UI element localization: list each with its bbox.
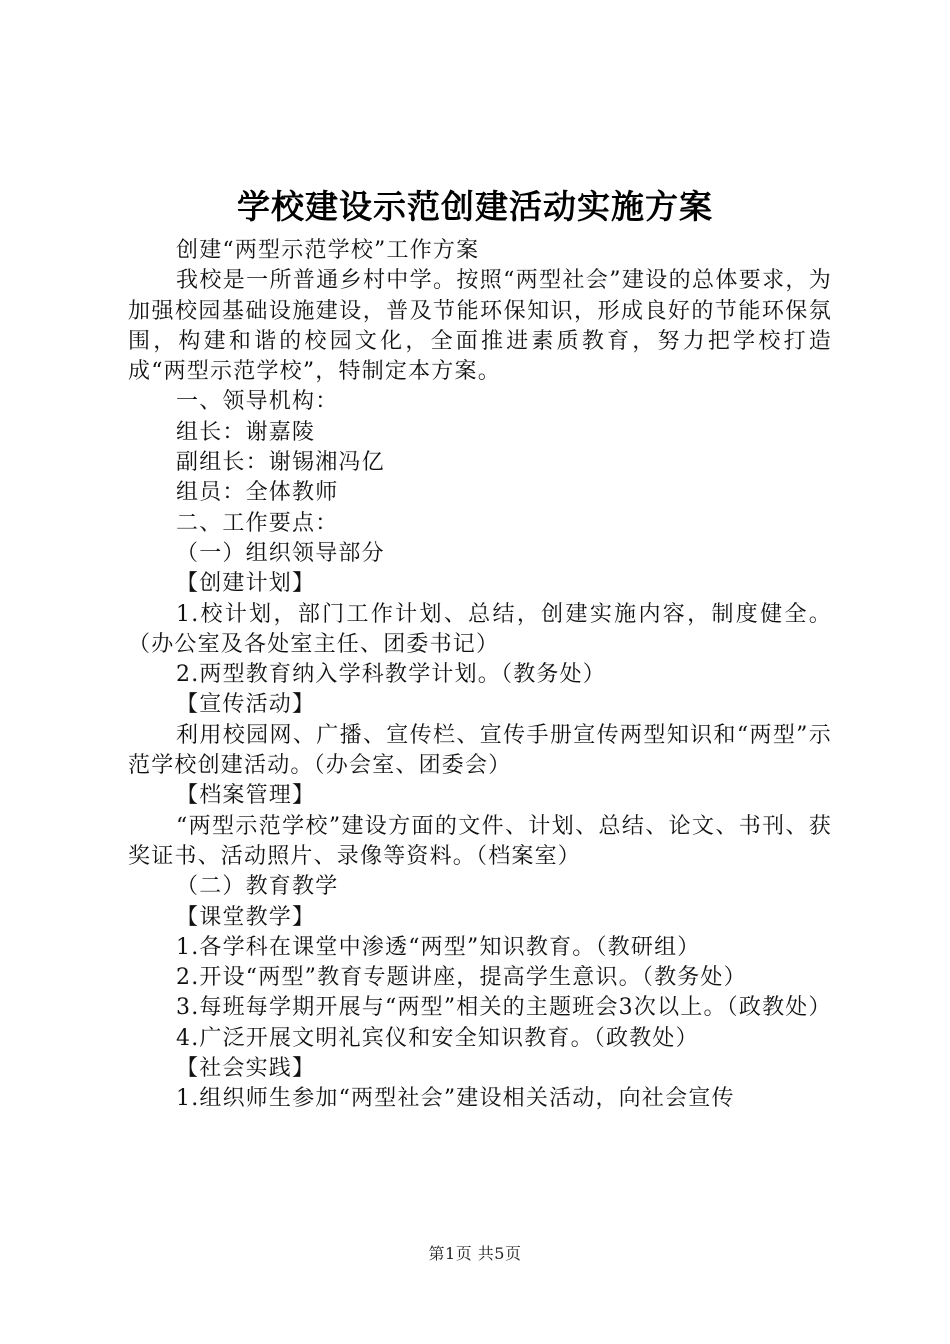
- leader-line: 组长：谢嘉陵: [176, 419, 316, 445]
- archives-paragraph: “两型示范学校”建设方面的文件、计划、总结、论文、书刊、获奖证书、活动照片、录像等资料。（档案室）: [128, 813, 832, 869]
- bracket-heading-publicity: 【宣传活动】: [176, 692, 316, 718]
- classroom-item-3: 3.每班每学期开展与“两型”相关的主题班会3次以上。（政教处）: [176, 995, 832, 1021]
- section-heading-work-points: 二、工作要点：: [176, 510, 339, 536]
- section-heading-leadership: 一、领导机构：: [176, 389, 339, 415]
- plan-item-1: 1.校计划，部门工作计划、总结，创建实施内容，制度健全。（办公室及各处室主任、团委书记）: [128, 601, 832, 657]
- document-title: 学校建设示范创建活动实施方案: [237, 187, 713, 226]
- plan-item-2: 2.两型教育纳入学科教学计划。（教务处）: [176, 662, 606, 688]
- bracket-heading-plan: 【创建计划】: [176, 571, 316, 597]
- document-body: [128, 236, 832, 1115]
- deputy-leader-line: 副组长：谢锡湘冯亿: [176, 450, 385, 476]
- publicity-paragraph: 利用校园网、广播、宣传栏、宣传手册宣传两型知识和“两型”示范学校创建活动。（办会室、团委会）: [128, 722, 832, 779]
- intro-paragraph: 我校是一所普通乡村中学。按照“两型社会”建设的总体要求，为加强校园基础设施建设，普及节能环保知识，形成良好的节能环保氛围，构建和谐的校园文化，全面推进素质教育，努力把学校打造成“两型示范学校”，特制定本方案。: [128, 268, 832, 385]
- bracket-heading-classroom: 【课堂教学】: [176, 904, 316, 930]
- bracket-heading-archives: 【档案管理】: [176, 783, 316, 809]
- classroom-item-1: 1.各学科在课堂中渗透“两型”知识教育。（教研组）: [176, 934, 701, 960]
- page-number-footer: 第1页 共5页: [428, 1244, 522, 1263]
- subsection-heading-organization: （一）组织领导部分: [176, 540, 385, 566]
- subsection-heading-teaching: （二）教育教学: [176, 874, 339, 900]
- bracket-heading-social-practice: 【社会实践】: [176, 1056, 316, 1082]
- social-practice-item-1: 1.组织师生参加“两型社会”建设相关活动，向社会宣传: [176, 1086, 735, 1112]
- members-line: 组员：全体教师: [176, 480, 339, 506]
- classroom-item-4: 4.广泛开展文明礼宾仪和安全知识教育。（政教处）: [176, 1025, 699, 1051]
- classroom-item-2: 2.开设“两型”教育专题讲座，提高学生意识。（教务处）: [176, 965, 747, 991]
- subtitle-paragraph: 创建“两型示范学校”工作方案: [176, 238, 480, 263]
